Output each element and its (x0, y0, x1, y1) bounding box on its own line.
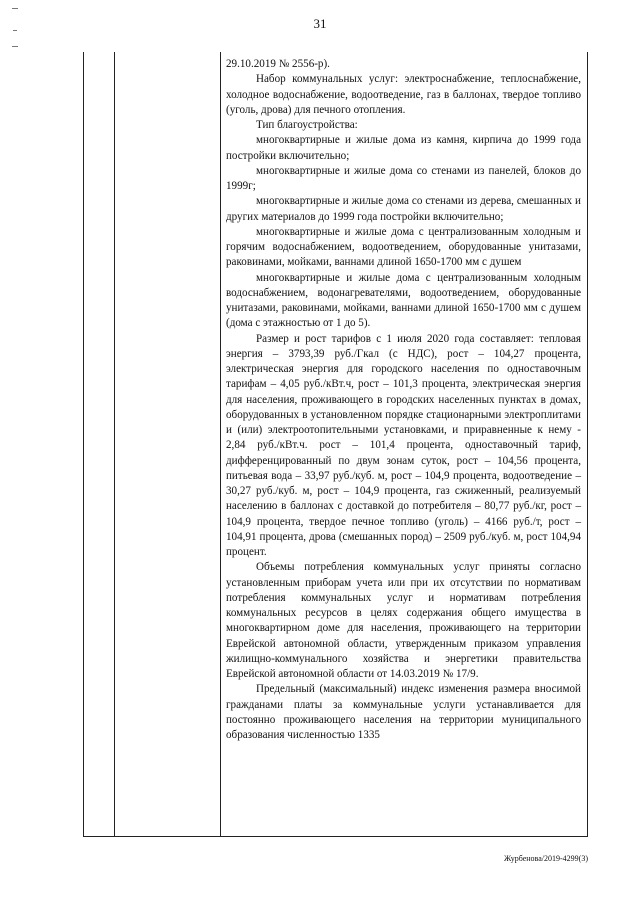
paragraph: Объемы потребления коммунальных услуг приняты согласно установленным приборам учета или при их отсутствии по нормативам потребления коммунальных услуг и нормативам потребления коммунальных ресурсов в целях содержания общего имущества в многоквартирном доме для населения, проживающего на территории Еврейской автономной области, утвержденным приказом управления жилищно-коммунального хозяйства и энергетики правительства Еврейской автономной области от 14.03.2019 № 17/9. (226, 561, 581, 680)
paragraph: Тип благоустройства: (256, 119, 358, 131)
table-bottom-border (83, 836, 588, 837)
paragraph: Размер и рост тарифов с 1 июля 2020 года составляет: тепловая энергия – 3793,39 руб./Гкал (с НДС), рост – 104,27 процента, электрическая энергия для городского населения по одноставочным тарифам – 4,05 руб./кВт.ч, рост – 101,3 процента, электрическая энергия для населения, проживающего в городских населенных пунктах в домах, оборудованных в установленном порядке стационарными электроплитами и (или) электроотопительными установками, и приравненные к нему - 2,84 руб./кВт.ч. рост – 101,4 процента, одноставочный тариф, дифференцированный по двум зонам суток, рост – 104,56 процента, питьевая вода – 33,97 руб./куб. м, рост – 104,9 процента, водоотведение – 30,27 руб./куб. м, рост – 104,9 процента, газ сжиженный, реализуемый населению в баллонах с доставкой до потребителя – 80,77 руб./кг, рост – 104,9 процента, твердое печное топливо (уголь) – 4166 руб./т, рост – 104,91 процента, дрова (смешанных пород) – 2509 руб./куб. м, рост 104,94 процент. (226, 332, 581, 558)
table-column-divider (114, 52, 115, 837)
table-column-divider (220, 52, 221, 837)
table-border-right (587, 52, 588, 837)
table-border-left (83, 52, 84, 837)
paragraph: Предельный (максимальный) индекс изменения размера вносимой гражданами платы за коммунальные услуги устанавливается для постоянно проживающего населения на территории муниципального образования численностью 1335 (226, 683, 581, 741)
paragraph: многоквартирные и жилые дома с централизованным холодным водоснабжением, водонагревателями, водоотведением, оборудованные унитазами, раковинами, мойками, ваннами длиной 1650-1700 мм с душем (дома с этажностью от 1 до 5). (226, 271, 581, 330)
document-table (83, 52, 588, 837)
margin-mark (12, 46, 18, 47)
paragraph: многоквартирные и жилые дома из камня, кирпича до 1999 года постройки включительно; (226, 134, 581, 162)
margin-mark (13, 30, 17, 31)
paragraph: многоквартирные и жилые дома со стенами из дерева, смешанных и других материалов до 1999 года постройки включительно; (226, 195, 581, 223)
paragraph: Набор коммунальных услуг: электроснабжение, теплоснабжение, холодное водоснабжение, водоотведение, газ в баллонах, твердое топливо (уголь, дрова) для печного отопления. (226, 73, 581, 116)
footer-code: Журбенова/2019-4299(3) (503, 854, 588, 863)
paragraph: 29.10.2019 № 2556-р). (226, 58, 330, 70)
margin-mark (12, 8, 18, 9)
page-number: 31 (313, 16, 327, 31)
paragraph: многоквартирные и жилые дома с централизованным холодным и горячим водоснабжением, водоотведением, оборудованные унитазами, раковинами, мойками, ваннами длиной 1650-1700 мм с душем (226, 225, 581, 269)
table-cell-text (226, 57, 581, 743)
paragraph: многоквартирные и жилые дома со стенами из панелей, блоков до 1999г; (226, 164, 581, 192)
